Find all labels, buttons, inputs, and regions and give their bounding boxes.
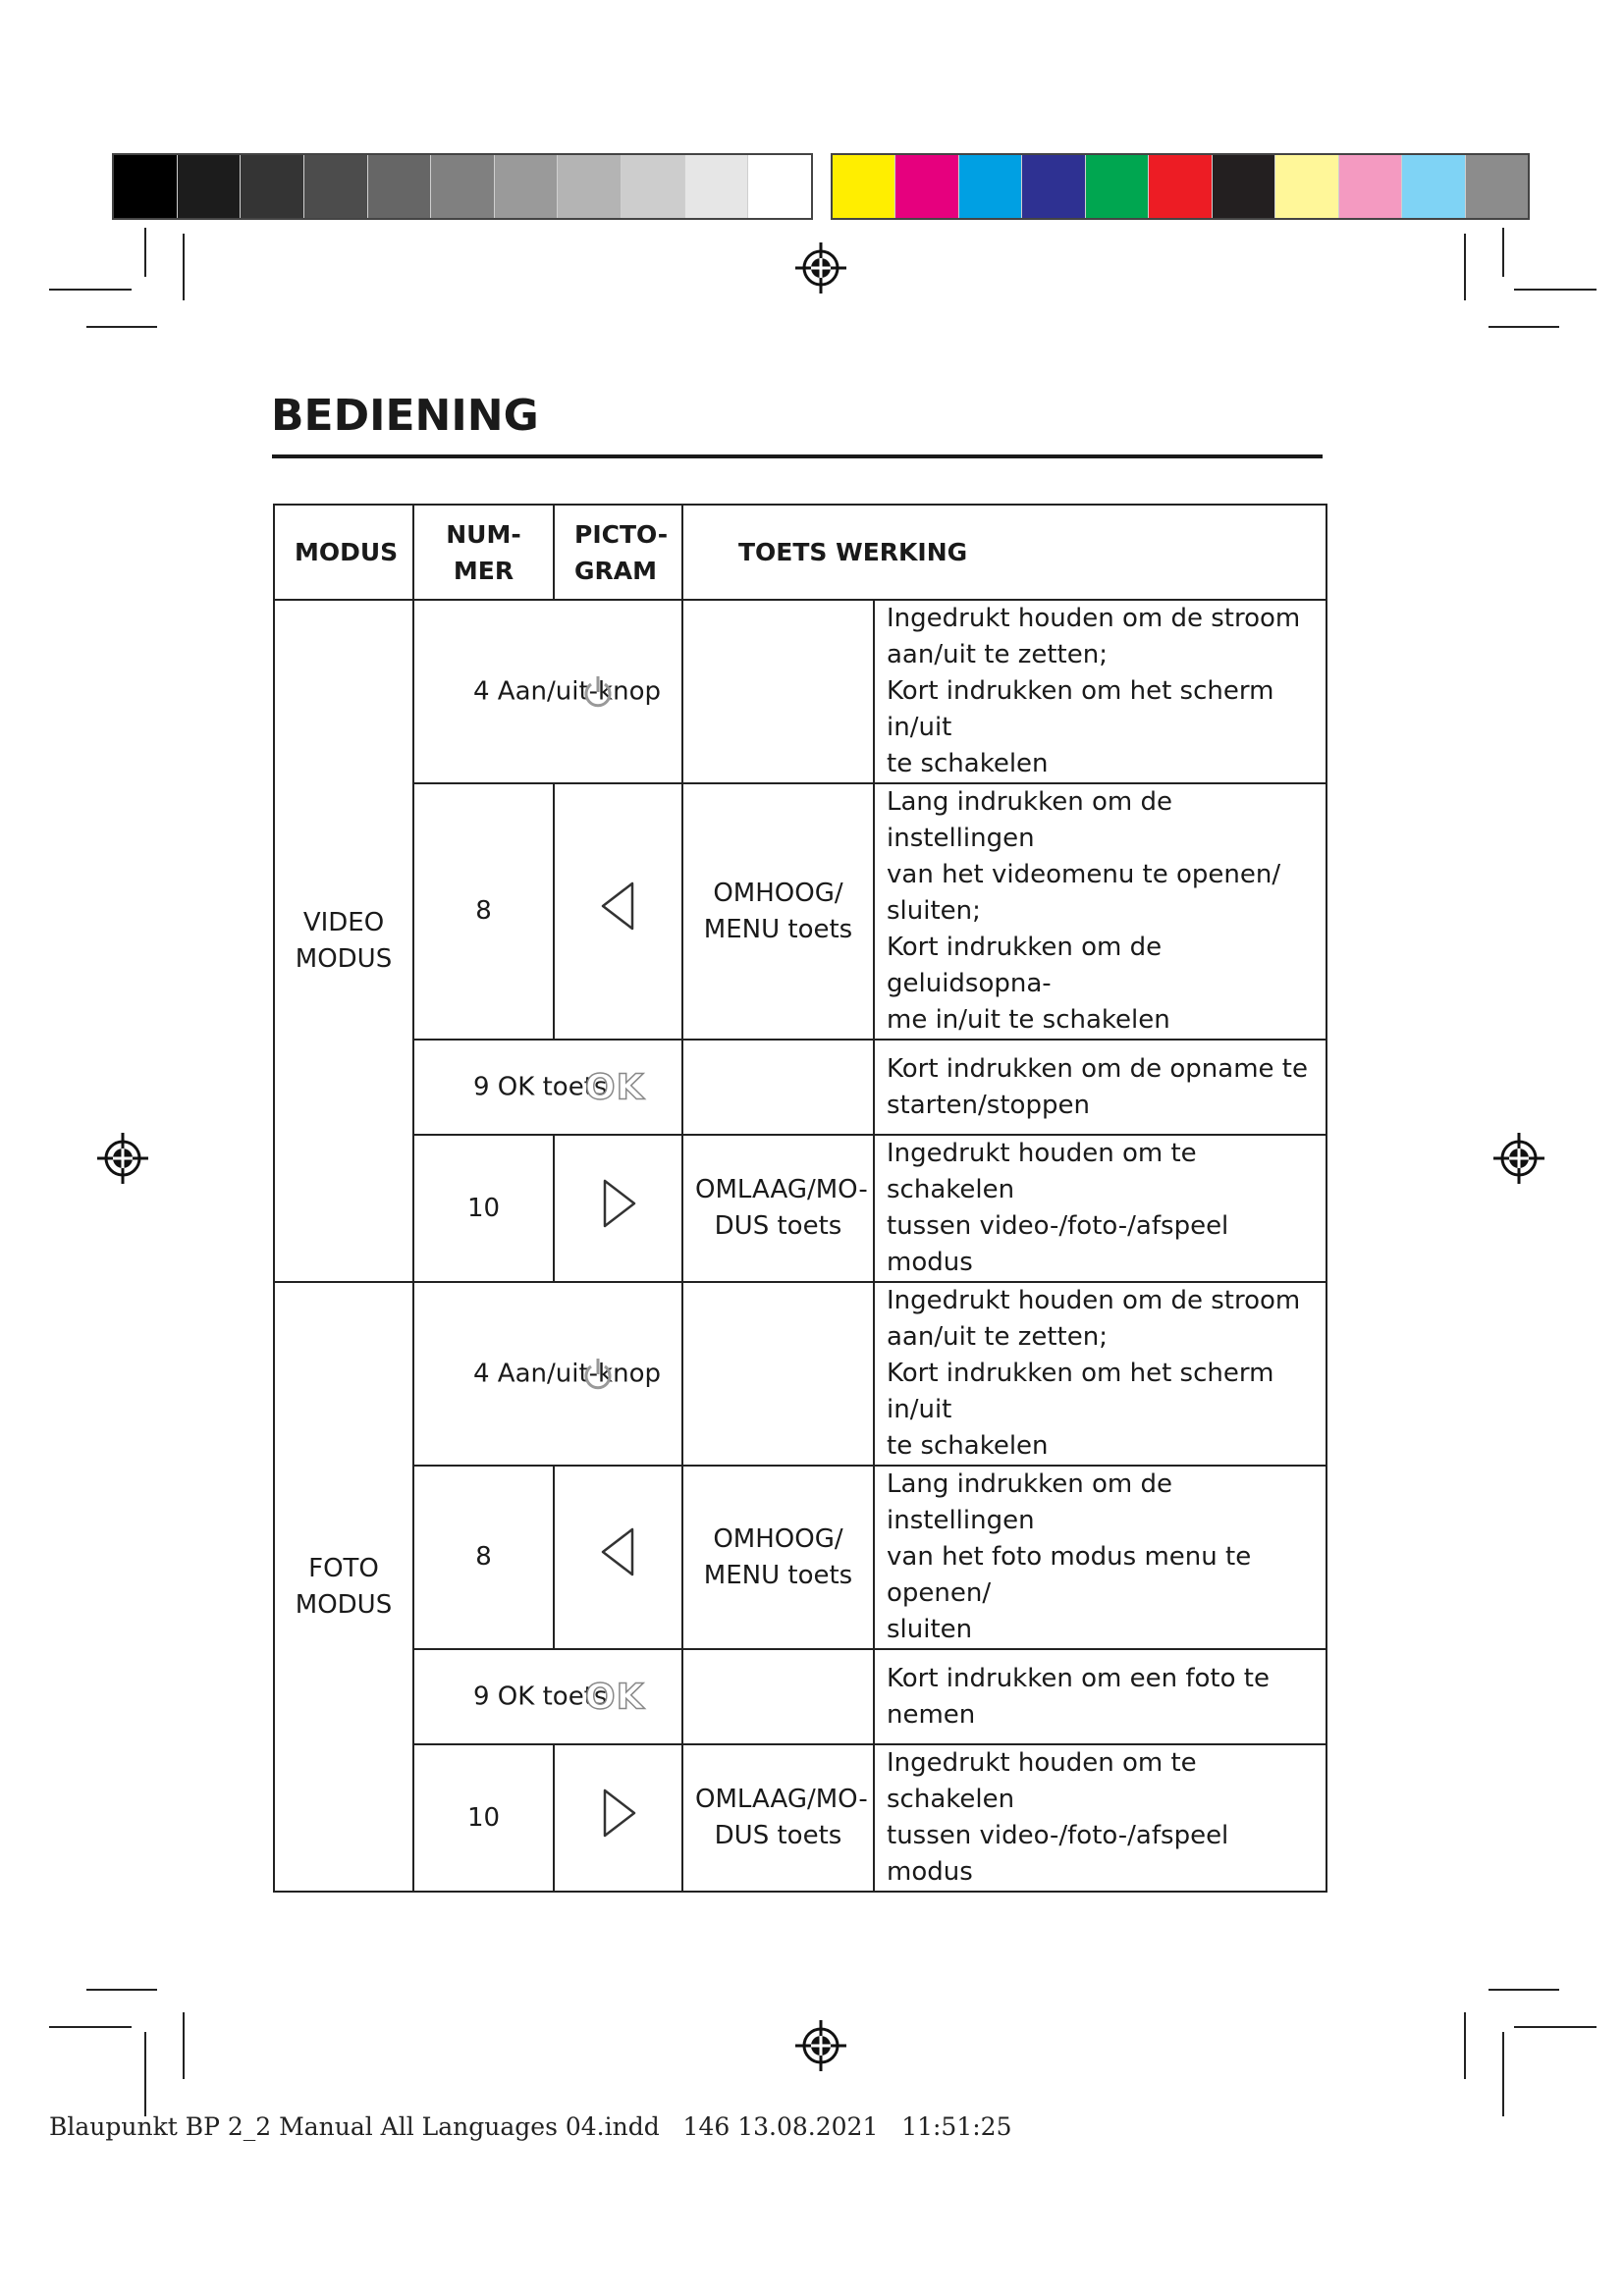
color-swatch (959, 155, 1022, 218)
color-swatch (1466, 155, 1528, 218)
pictogram-cell (554, 1135, 682, 1282)
ok-icon: OK (585, 1067, 645, 1107)
gray-swatch (304, 155, 368, 218)
crop-mark (1489, 1989, 1559, 1991)
pictogram-cell (554, 1744, 682, 1892)
nummer-cell: 10 (413, 1135, 554, 1282)
table-row (274, 1649, 1326, 1744)
registration-mark-icon (95, 1131, 150, 1186)
table-row (274, 600, 1326, 783)
table-row (274, 1040, 1326, 1135)
color-swatch (833, 155, 895, 218)
crop-mark (86, 1989, 157, 1991)
pictogram-cell (554, 1466, 682, 1649)
gray-swatch (178, 155, 242, 218)
color-swatch (1086, 155, 1149, 218)
nummer-cell: 4 Aan/uit-knop (413, 1282, 682, 1466)
color-calibration-bar (831, 153, 1530, 220)
nummer-cell: 8 (413, 783, 554, 1040)
color-swatch (1213, 155, 1275, 218)
nummer-cell: 8 (413, 1466, 554, 1649)
crop-mark (144, 2032, 146, 2116)
triangle-left-icon (599, 881, 638, 932)
gray-swatch (241, 155, 304, 218)
gray-swatch (685, 155, 749, 218)
color-swatch (1149, 155, 1212, 218)
gray-swatch (368, 155, 432, 218)
table-row (274, 783, 1326, 1040)
nummer-cell: 9 OK toets OK (413, 1040, 682, 1135)
title-underline (272, 454, 1323, 458)
table-row (274, 1282, 1326, 1466)
crop-mark (1489, 326, 1559, 328)
header-pictogram: PICTO- GRAM (554, 505, 682, 600)
print-slug: Blaupunkt BP 2_2 Manual All Languages 04.indd 146 13.08.2021 11:51:25 (49, 2112, 1012, 2141)
crop-mark (1464, 234, 1466, 300)
gray-swatch (495, 155, 559, 218)
nummer-cell: 9 OK toets OK (413, 1649, 682, 1744)
crop-mark (1502, 2032, 1504, 2116)
crop-mark (49, 2026, 132, 2028)
werking-cell: Lang indrukken om de instellingen van het foto modus menu te openen/ sluiten (874, 1466, 1326, 1649)
crop-mark (144, 228, 146, 277)
power-icon (581, 1355, 615, 1394)
color-swatch (895, 155, 958, 218)
nummer-cell: 10 (413, 1744, 554, 1892)
werking-cell: Ingedrukt houden om de stroom aan/uit te zetten; Kort indrukken om het scherm in/uit te schakelen (874, 600, 1326, 783)
color-swatch (1022, 155, 1085, 218)
power-icon (581, 672, 615, 712)
mode-cell-foto: FOTO MODUS (274, 1282, 413, 1892)
header-nummer: NUM- MER (413, 505, 554, 600)
registration-mark-icon (1491, 1131, 1546, 1186)
crop-mark (1514, 2026, 1597, 2028)
crop-mark (183, 234, 185, 300)
gray-swatch (431, 155, 495, 218)
toets-cell: OMHOOG/ MENU toets (682, 783, 874, 1040)
header-modus: MODUS (274, 505, 413, 600)
pictogram-cell (554, 783, 682, 1040)
operation-table (273, 504, 1327, 1893)
gray-swatch (114, 155, 178, 218)
toets-cell: OMLAAG/MO- DUS toets (682, 1744, 874, 1892)
crop-mark (86, 326, 157, 328)
triangle-right-icon (599, 1788, 638, 1839)
page-title: BEDIENING (271, 391, 539, 441)
toets-cell (682, 1282, 874, 1466)
header-toets-werking: TOETS WERKING (682, 505, 1326, 600)
gray-swatch (622, 155, 685, 218)
crop-mark (183, 2012, 185, 2079)
table-row (274, 1744, 1326, 1892)
toets-cell: OMLAAG/MO- DUS toets (682, 1135, 874, 1282)
ok-icon: OK (585, 1677, 645, 1717)
toets-cell (682, 1040, 874, 1135)
werking-cell: Kort indrukken om een foto te nemen (874, 1649, 1326, 1744)
crop-mark (1464, 2012, 1466, 2079)
triangle-right-icon (599, 1178, 638, 1229)
toets-cell (682, 600, 874, 783)
color-swatch (1402, 155, 1465, 218)
triangle-left-icon (599, 1526, 638, 1577)
mode-cell-video: VIDEO MODUS (274, 600, 413, 1282)
registration-mark-icon (793, 2018, 848, 2073)
crop-mark (49, 289, 132, 291)
color-swatch (1339, 155, 1402, 218)
werking-cell: Lang indrukken om de instellingen van het videomenu te openen/ sluiten; Kort indrukken om de geluidsopna- me in/uit te schakelen (874, 783, 1326, 1040)
color-swatch (1275, 155, 1338, 218)
gray-swatch (748, 155, 811, 218)
toets-cell (682, 1649, 874, 1744)
crop-mark (1514, 289, 1597, 291)
grayscale-calibration-bar (112, 153, 813, 220)
nummer-cell: 4 Aan/uit-knop (413, 600, 682, 783)
table-row (274, 1135, 1326, 1282)
gray-swatch (558, 155, 622, 218)
crop-mark (1502, 228, 1504, 277)
table-row (274, 1466, 1326, 1649)
werking-cell: Ingedrukt houden om de stroom aan/uit te zetten; Kort indrukken om het scherm in/uit te schakelen (874, 1282, 1326, 1466)
table-header-row (274, 505, 1326, 600)
werking-cell: Ingedrukt houden om te schakelen tussen video-/foto-/afspeel modus (874, 1135, 1326, 1282)
toets-cell: OMHOOG/ MENU toets (682, 1466, 874, 1649)
registration-mark-icon (793, 240, 848, 295)
werking-cell: Kort indrukken om de opname te starten/stoppen (874, 1040, 1326, 1135)
werking-cell: Ingedrukt houden om te schakelen tussen video-/foto-/afspeel modus (874, 1744, 1326, 1892)
